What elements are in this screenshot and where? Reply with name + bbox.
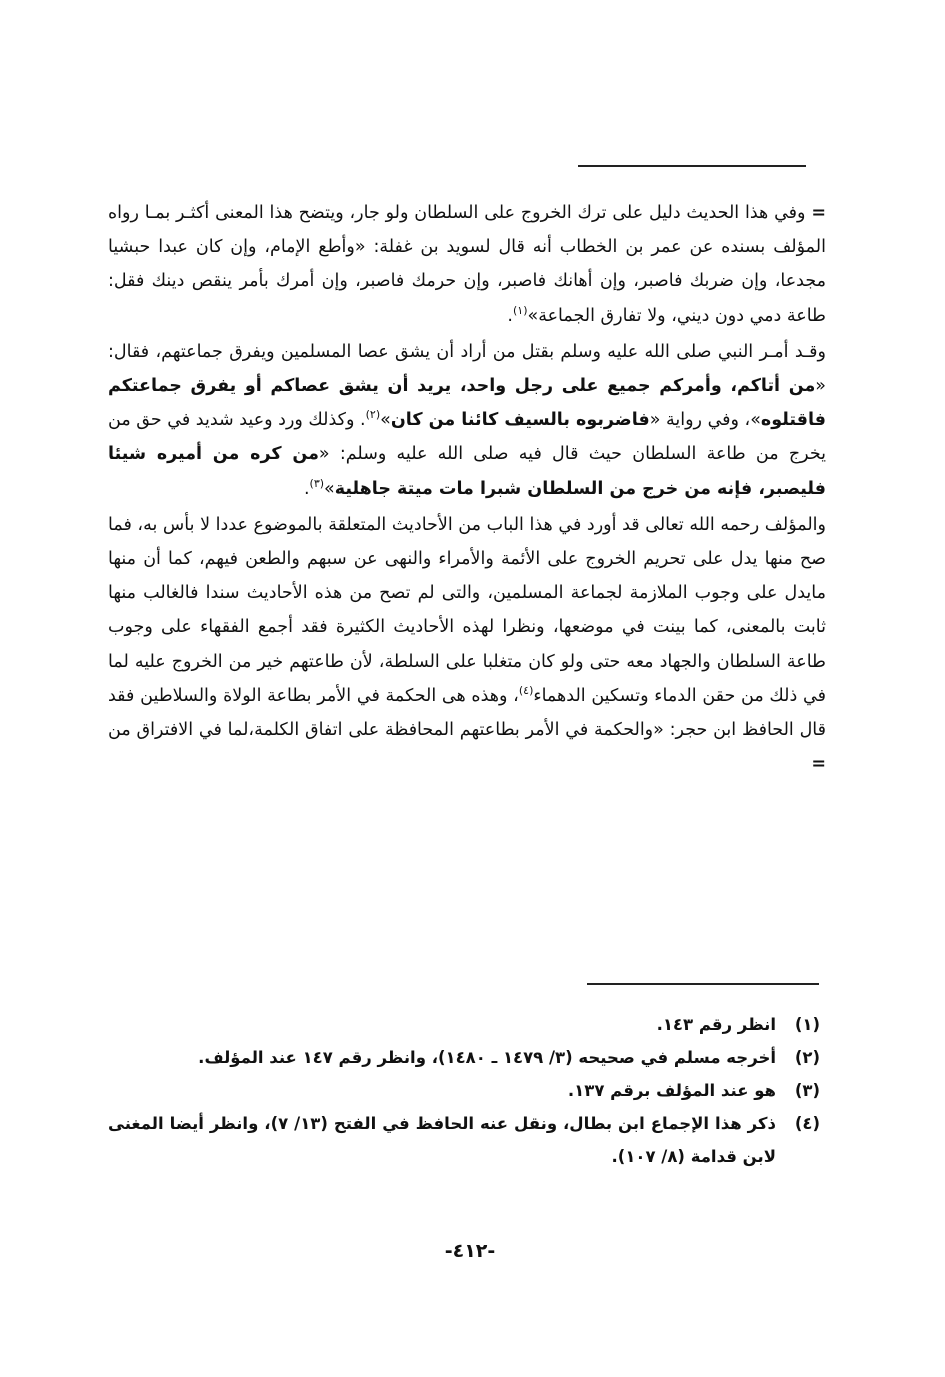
footnote-ref-1[interactable]: (١) xyxy=(513,303,528,317)
paragraph-2-text-i: . xyxy=(303,478,310,499)
paragraph-2-text-h: » xyxy=(324,478,335,499)
paragraph-3-text-a: والمؤلف رحمه الله تعالى قد أورد في هذا الباب من الأحاديث المتعلقة بالموضوع عددا لا بأس به، فما صح منها يدل على تحريم الخروج على الأئمة والأمراء والنهى عن سبهم والطعن فيهم، كما أن منها مايدل على وجوب الملازمة لجماعة المسلمين، والتى لم تصح من هذه الأحاديث سندا فالغالب منها ثابت بالمعنى، كما بينت في موضعها، ونظرا لهذه الأحاديث الكثيرة فقد أجمع الفقهاء على وجوب طاعة السلطان والجهاد معه حتى ولو كان متغلبا على السلطة، لأن طاعتهم خير من الخروج عليه لما في ذلك من حقن الدماء وتسكين الدهماء xyxy=(108,514,826,706)
footnote-text: انظر رقم ١٤٣. xyxy=(656,1015,776,1034)
footnote-item xyxy=(108,1107,820,1173)
paragraph-1-text: وفي هذا الحديث دليل على ترك الخروج على السلطان ولو جار، ويتضح هذا المعنى أكثـر بمـا رواه المؤلف بسنده عن عمر بن الخطاب أنه قال لسويد بن غفلة: «وأطع الإمام، وإن كان عبدا حبشيا مجدعا، وإن ضربك فاصبر، وإن أهانك فاصبر، وإن حرمك فاصبر، وإن أمرك بأمر ينقص دينك فقل: طاعة دمي دون ديني، ولا تفارق الجماعة» xyxy=(108,203,826,326)
hadith-quote-1: من أتاكم، وأمركم جميع على رجل واحد، يريد أن يشق عصاكم أو يفرق جماعتكم فاقتلوه xyxy=(108,376,826,431)
footnote-number: (٢) xyxy=(794,1048,820,1067)
footnote-text: أخرجه مسلم في صحيحه (٣/ ١٤٧٩ ـ ١٤٨٠)، وانظر رقم ١٤٧ عند المؤلف. xyxy=(198,1048,776,1067)
paragraph-2-text-a: وقـد أمـر النبي صلى الله عليه وسلم بقتل من أراد أن يشق عصا المسلمين ويفرق جماعتهم، فقال: « xyxy=(108,341,826,397)
continuation-mark: = xyxy=(811,203,826,223)
continuation-mark-end: = xyxy=(811,754,826,775)
paragraph-2-text-e: » xyxy=(380,410,391,431)
top-separator-line xyxy=(578,165,806,167)
footnote-ref-2[interactable]: (٢) xyxy=(365,408,381,422)
paragraph-2-text-f: . وكذلك ورد وعيد شديد في حق من يخرج من طاعة السلطان حيث قال فيه صلى الله عليه وسلم: « xyxy=(108,410,826,465)
footnote-item xyxy=(108,1041,820,1074)
paragraph-2-text-c: »، وفي رواية « xyxy=(649,410,761,431)
footnote-text: ذكر هذا الإجماع ابن بطال، ونقل عنه الحافظ في الفتح (١٣/ ٧)، وانظر أيضا المغنى لابن قدامة (٨/ ١٠٧). xyxy=(108,1114,776,1166)
footnote-ref-4[interactable]: (٤) xyxy=(518,684,534,698)
paragraph-3 xyxy=(108,508,826,782)
footnote-item xyxy=(108,1008,820,1041)
hadith-quote-3: من كره من أميره شيئا فليصبر، فإنه من خرج من السلطان شبرا مات ميتة جاهلية xyxy=(108,444,826,499)
footnote-number: (٣) xyxy=(794,1081,820,1100)
hadith-quote-2: فاضربوه بالسيف كائنا من كان xyxy=(390,410,650,431)
page-number: -٤١٢- xyxy=(444,1240,496,1262)
paragraph-3-text-b: ، وهذه هى الحكمة في الأمر بطاعة الولاة والسلاطين فقد قال الحافظ ابن حجر: «والحكمة في الأمر بطاعتهم المحافظة على اتفاق الكلمة،لما في الافتراق من xyxy=(108,685,826,741)
footnote-number: (١) xyxy=(794,1015,820,1034)
paragraph-2 xyxy=(108,335,826,506)
footnote-text: هو عند المؤلف برقم ١٣٧. xyxy=(567,1081,776,1100)
footnote-separator-line xyxy=(587,983,819,985)
footnote-ref-3[interactable]: (٣) xyxy=(309,476,325,490)
paragraph-1 xyxy=(108,196,826,333)
footnote-number: (٤) xyxy=(794,1114,820,1133)
paragraph-1-end: . xyxy=(507,305,513,326)
footnotes-section xyxy=(108,1008,820,1173)
footnote-item xyxy=(108,1074,820,1107)
main-text-body xyxy=(108,196,826,783)
